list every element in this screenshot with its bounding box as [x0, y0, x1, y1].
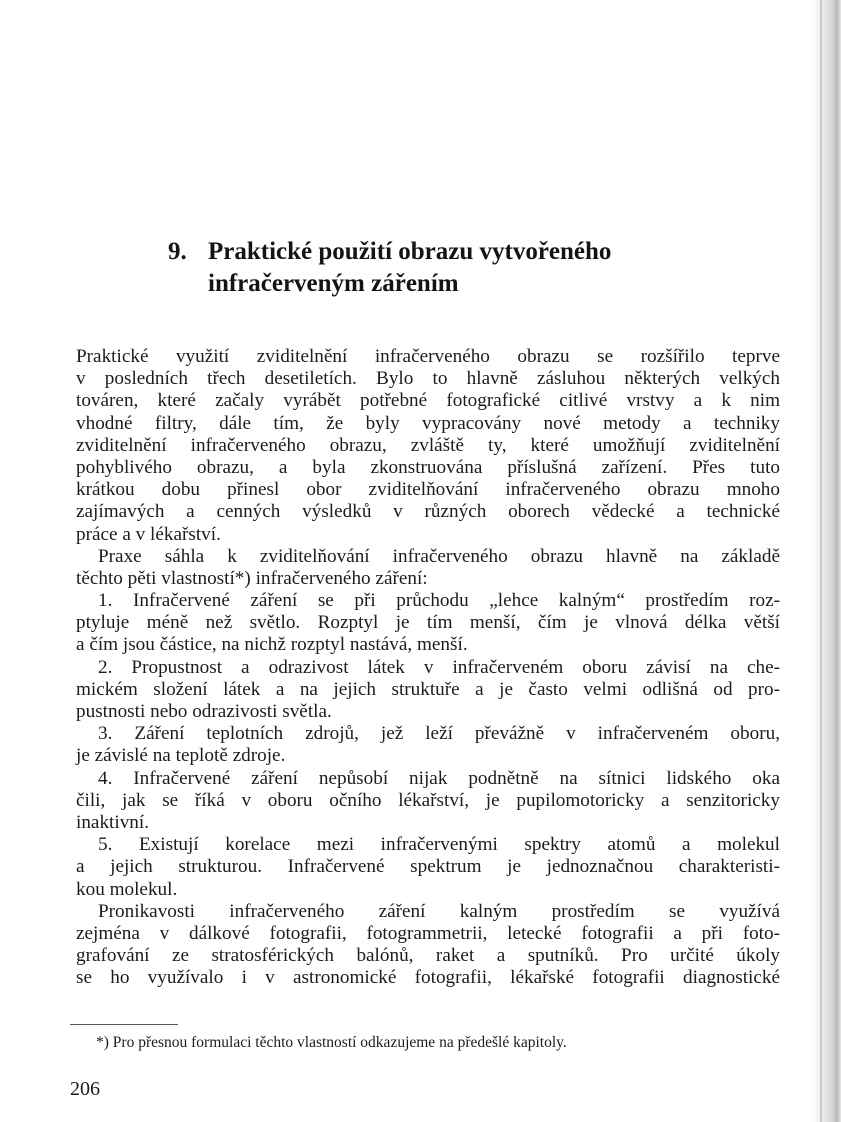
body-line: továren, které začaly vyrábět potřebné fotografické citlivé vrstvy a k nim: [76, 390, 780, 412]
body-line: v posledních třech desetiletích. Bylo to hlavně zásluhou některých velkých: [76, 368, 780, 390]
body-line: zejména v dálkové fotografii, fotogrammetrii, letecké fotografii a při foto-: [76, 922, 780, 944]
body-line: pustnosti nebo odrazivosti světla.: [76, 701, 332, 722]
page-binding-shadow: [811, 0, 841, 1122]
body-line: grafování ze stratosférických balónů, raket a sputníků. Pro určité úkoly: [76, 945, 780, 967]
chapter-number: 9.: [168, 238, 187, 265]
body-line: a čím jsou částice, na nichž rozptyl nastává, menší.: [76, 634, 468, 656]
body-line: vhodné filtry, dále tím, že byly vypracovány nové metody a techniky: [76, 412, 780, 434]
body-line: krátkou dobu přinesl obor zviditelňování infračerveného obrazu mnoho: [76, 479, 780, 501]
body-line: 1. Infračervené záření se při průchodu „lehce kalným“ prostředím roz-: [98, 590, 780, 612]
body-line: práce a v lékařství.: [76, 523, 221, 545]
body-line: Praxe sáhla k zviditelňování infračerveného obrazu hlavně na základě: [98, 545, 780, 567]
body-line: zajímavých a cenných výsledků v různých oborech vědecké a technické: [76, 501, 780, 523]
body-line: zviditelnění infračerveného obrazu, zvláště ty, které umožňují zviditelnění: [76, 434, 780, 456]
body-line: a jejich strukturou. Infračervené spektrum je jednoznačnou charakteristi-: [76, 856, 780, 878]
body-line: čili, jak se říká v oboru očního lékařství, je pupilomotoricky a senzitoricky: [76, 789, 780, 811]
body-line: mickém složení látek a na jejich struktuře a je často velmi odlišná od pro-: [76, 678, 780, 700]
body-line: kou molekul.: [76, 878, 178, 900]
chapter-title-line-2: infračerveným zářením: [208, 270, 459, 297]
body-line: pohyblivého obrazu, a byla zkonstruována příslušná zařízení. Přes tuto: [76, 456, 780, 478]
page-number: 206: [70, 1078, 100, 1100]
body-line: ptyluje méně než světlo. Rozptyl je tím menší, čím je vlnová délka větší: [76, 612, 780, 634]
body-text: [76, 346, 780, 989]
body-line: těchto pěti vlastností*) infračerveného záření:: [76, 567, 428, 589]
footnote-divider: [70, 1024, 178, 1025]
body-line: 4. Infračervené záření nepůsobí nijak podnětně na sítnici lidského oka: [98, 767, 780, 789]
body-line: je závislé na teplotě zdroje.: [76, 745, 286, 767]
body-line: inaktivní.: [76, 811, 150, 833]
chapter-title-line-1: Praktické použití obrazu vytvořeného: [208, 238, 612, 265]
body-line: Pronikavosti infračerveného záření kalným prostředím se využívá: [98, 900, 780, 922]
body-line: 2. Propustnost a odrazivost látek v infračerveném oboru závisí na che-: [98, 656, 780, 678]
body-line: 5. Existují korelace mezi infračervenými spektry atomů a molekul: [98, 834, 780, 856]
footnote: *) Pro přesnou formulaci těchto vlastností odkazujeme na předešlé kapitoly.: [96, 1034, 567, 1051]
page-edge-line: [820, 0, 822, 1122]
body-line: 3. Záření teplotních zdrojů, jež leží převážně v infračerveném oboru,: [98, 723, 780, 745]
body-line: se ho využívalo i v astronomické fotografii, lékařské fotografii diagnostické: [76, 967, 780, 989]
body-line: Praktické využití zviditelnění infračerveného obrazu se rozšířilo teprve: [76, 346, 780, 367]
chapter-heading: [168, 236, 728, 300]
